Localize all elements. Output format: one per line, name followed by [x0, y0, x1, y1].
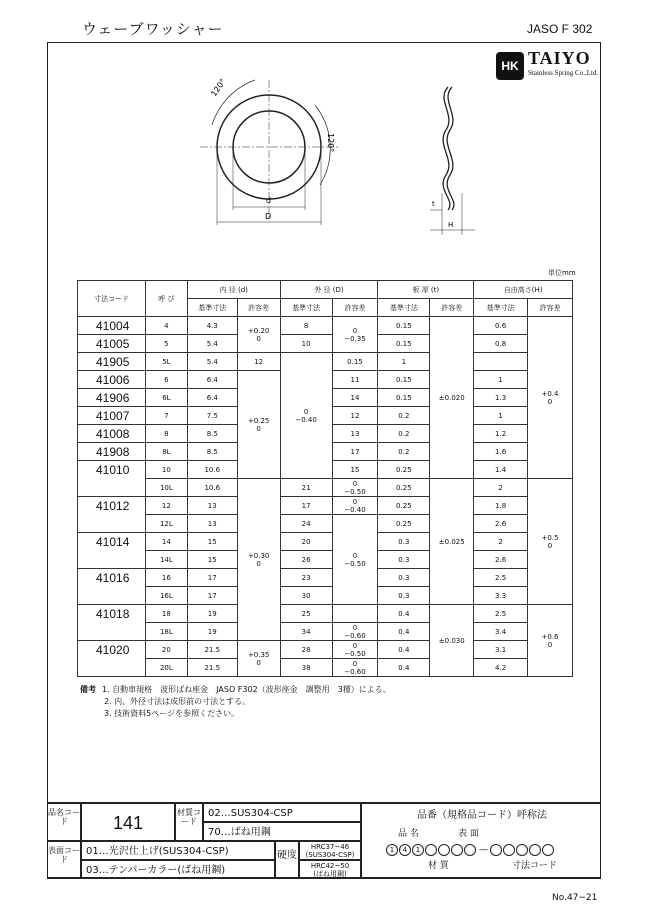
thickness-cell: 0.15: [332, 353, 378, 371]
inner-diameter-cell: 8.5: [187, 425, 237, 443]
outer-tolerance-cell-line: −0.40: [295, 415, 317, 424]
digit-circle: [438, 844, 450, 856]
outer-tolerance-cell-line: −0.60: [344, 631, 366, 640]
height-tolerance-cell: [528, 479, 573, 605]
outer-diameter-cell: 25: [280, 605, 332, 623]
call-method-box: [361, 803, 601, 879]
thickness-cell: 0.2: [378, 425, 430, 443]
outer-diameter-cell: 10: [280, 335, 332, 353]
logo-badge-icon: HK: [496, 52, 524, 80]
size-code: 41905: [78, 353, 146, 371]
outer-tolerance-cell-line: −0.35: [344, 334, 366, 343]
unit-label: 単位mm: [548, 269, 576, 277]
height-cell: 3.1: [474, 641, 528, 659]
header-nominal: 呼 び: [145, 281, 187, 317]
hardness-option-2: [299, 860, 361, 879]
call-code-pattern: 1 4 1 —: [386, 839, 555, 858]
outer-tolerance-cell: [280, 353, 332, 479]
nominal-cell: 12: [145, 497, 187, 515]
height-cell: 4.2: [474, 659, 528, 677]
digit-circle: [542, 844, 554, 856]
size-code: 41006: [78, 371, 146, 389]
thickness-cell: 0.4: [378, 623, 430, 641]
thickness-cell: 0.25: [378, 515, 430, 533]
thickness-tolerance-cell-line: ±0.025: [438, 537, 465, 546]
outer-diameter-cell: 14: [332, 389, 378, 407]
height-cell: 3.4: [474, 623, 528, 641]
inner-tolerance-cell: [237, 479, 280, 641]
height-cell: 0.6: [474, 317, 528, 335]
thickness-cell: 0.4: [378, 641, 430, 659]
inner-tolerance-cell-line: +0.25: [247, 416, 270, 425]
outer-tolerance-cell-line: 0: [303, 407, 309, 416]
digit-circle: [425, 844, 437, 856]
outer-tolerance-cell-line: 0: [352, 497, 358, 506]
table-row: [78, 551, 573, 569]
header-tol: 許容差: [332, 299, 378, 317]
height-cell: 1.6: [474, 443, 528, 461]
header-base: 基準寸法: [474, 299, 528, 317]
nominal-cell: 6L: [145, 389, 187, 407]
size-code: 41008: [78, 425, 146, 443]
call-name-label: 品 名: [398, 829, 419, 839]
angle-label-2: 120°: [326, 133, 335, 153]
digit-circle: [490, 844, 502, 856]
table-row: [78, 587, 573, 605]
nominal-cell: 18: [145, 605, 187, 623]
thickness-cell: 0.4: [378, 605, 430, 623]
height-cell: 2.5: [474, 605, 528, 623]
thickness-cell: 0.3: [378, 587, 430, 605]
nominal-cell: 12L: [145, 515, 187, 533]
thickness-cell: 0.4: [378, 659, 430, 677]
outer-tolerance-cell-line: 0: [352, 641, 358, 650]
nominal-cell: 16L: [145, 587, 187, 605]
outer-diameter-cell: 20: [280, 533, 332, 551]
outer-tolerance-cell: [332, 479, 378, 497]
outer-tolerance-cell: [332, 659, 378, 677]
thickness-cell: 0.2: [378, 443, 430, 461]
height-cell: 2: [474, 479, 528, 497]
outer-diameter-cell: 21: [280, 479, 332, 497]
outer-diameter-cell: 38: [280, 659, 332, 677]
thickness-cell: 0.15: [378, 389, 430, 407]
height-cell: 0.8: [474, 335, 528, 353]
material-option-1: 02…SUS304-CSP: [203, 803, 361, 822]
header-tol: 許容差: [237, 299, 280, 317]
digit-circle: [451, 844, 463, 856]
table-row: [78, 533, 573, 551]
hinmei-code-value: 141: [81, 803, 175, 841]
size-code: 41908: [78, 443, 146, 461]
material-code-label: 材質コード: [175, 803, 203, 841]
size-code: [78, 659, 146, 677]
notes-label: 備考: [80, 685, 96, 694]
header-code: 寸法コード: [78, 281, 146, 317]
nominal-cell: 7: [145, 407, 187, 425]
thickness-cell: 0.3: [378, 569, 430, 587]
header-base: 基準寸法: [187, 299, 237, 317]
surface-option-2: 03…テンパーカラー(ばね用鋼): [81, 860, 275, 879]
nominal-cell: 4: [145, 317, 187, 335]
inner-diameter-cell: 10.6: [187, 479, 237, 497]
header-base: 基準寸法: [378, 299, 430, 317]
height-cell: 2: [474, 533, 528, 551]
thickness-tolerance-cell: [430, 317, 474, 479]
dim-label-H: H: [448, 221, 454, 229]
hardness-option-1: [299, 841, 361, 860]
outer-tolerance-cell-line: −0.50: [344, 559, 366, 568]
washer-drawing: [180, 75, 510, 245]
material-option-2: 70…ばね用鋼: [203, 822, 361, 841]
outer-tolerance-cell: [332, 641, 378, 659]
inner-diameter-cell: 8.5: [187, 443, 237, 461]
hardness-2: HRC42~50: [310, 862, 350, 870]
page-number: No.47−21: [552, 893, 598, 903]
size-code: 41012: [78, 497, 146, 515]
size-code: [78, 551, 146, 569]
outer-tolerance-cell: [332, 515, 378, 605]
size-code: 41010: [78, 461, 146, 479]
outer-diameter-cell: 30: [280, 587, 332, 605]
thickness-cell: 0.25: [378, 461, 430, 479]
inner-tolerance-cell: [237, 641, 280, 677]
inner-tolerance-cell: [237, 317, 280, 353]
height-cell: 1: [378, 353, 430, 371]
notes: [80, 684, 391, 720]
header-tol: 許容差: [430, 299, 474, 317]
outer-diameter-cell: 12: [332, 407, 378, 425]
height-cell: 1: [474, 371, 528, 389]
thickness-tolerance-cell: [430, 605, 474, 677]
thickness-cell: 0.15: [378, 371, 430, 389]
inner-diameter-cell: 13: [187, 497, 237, 515]
hinmei-code-label: 品名コード: [47, 803, 81, 841]
header-inner: 内 径 (d): [187, 281, 280, 299]
outer-diameter-cell: 26: [280, 551, 332, 569]
outer-diameter-cell: 23: [280, 569, 332, 587]
table-row: [78, 317, 573, 335]
size-code: 41016: [78, 569, 146, 587]
footer-block: [47, 802, 601, 879]
height-cell: 1.3: [474, 389, 528, 407]
note-line: 1. 自動車規格 波形ばね座金 JASO F302（波形座金 調整用 3種）による。: [102, 685, 391, 694]
inner-diameter-cell: 5.4: [187, 335, 237, 353]
height-cell: 2.6: [474, 515, 528, 533]
inner-diameter-cell: 4.3: [187, 317, 237, 335]
digit-circle: [529, 844, 541, 856]
table-row: [78, 515, 573, 533]
inner-tolerance-cell-line: +0.20: [247, 326, 270, 335]
outer-tolerance-cell-line: 0: [352, 659, 358, 668]
hardness-2-note: (ばね用鋼): [313, 870, 347, 878]
nominal-cell: 10L: [145, 479, 187, 497]
inner-diameter-cell: 5.4: [187, 353, 237, 371]
inner-diameter-cell: 19: [187, 605, 237, 623]
inner-tolerance-cell-line: 0: [256, 424, 261, 433]
header-base: 基準寸法: [280, 299, 332, 317]
size-code: 41007: [78, 407, 146, 425]
height-cell: 2.5: [474, 569, 528, 587]
height-cell: 2.6: [474, 551, 528, 569]
nominal-cell: 20: [145, 641, 187, 659]
nominal-cell: 16: [145, 569, 187, 587]
inner-tolerance-cell-line: 0: [256, 559, 261, 568]
outer-diameter-cell: 34: [280, 623, 332, 641]
nominal-cell: 20L: [145, 659, 187, 677]
height-tolerance-cell-line: +0.5: [541, 533, 559, 542]
outer-tolerance-cell-line: −0.50: [344, 487, 366, 496]
height-tolerance-cell: [528, 605, 573, 677]
digit-circle: [516, 844, 528, 856]
outer-diameter-cell: 11: [332, 371, 378, 389]
header-outer: 外 径 (D): [280, 281, 378, 299]
height-tolerance-cell-line: 0: [547, 541, 553, 550]
nominal-cell: 6: [145, 371, 187, 389]
size-code: 41018: [78, 605, 146, 623]
outer-tolerance-cell-line: −0.40: [344, 505, 366, 514]
table-row: [78, 641, 573, 659]
spec-table: [77, 280, 573, 677]
header-thickness: 板 厚 (t): [378, 281, 474, 299]
inner-diameter-cell: 10.6: [187, 461, 237, 479]
height-tolerance-cell-line: +0.4: [541, 389, 559, 398]
hardness-1-note: (SUS304-CSP): [305, 851, 355, 859]
size-code: [78, 623, 146, 641]
outer-tolerance-cell: [332, 497, 378, 515]
outer-diameter-cell: 8: [280, 317, 332, 335]
table-row: [78, 605, 573, 623]
thickness-cell: 0.3: [378, 551, 430, 569]
size-code: 41004: [78, 317, 146, 335]
nominal-cell: 14: [145, 533, 187, 551]
thickness-cell: 0.15: [378, 317, 430, 335]
digit-circle: [464, 844, 476, 856]
outer-tolerance-cell: [332, 623, 378, 641]
digit-circle: 1: [412, 844, 424, 856]
thickness-tolerance-cell-line: ±0.020: [438, 393, 465, 402]
size-code: 41014: [78, 533, 146, 551]
inner-diameter-cell: 15: [187, 533, 237, 551]
digit-circle: 1: [386, 844, 398, 856]
inner-diameter-cell: 7.5: [187, 407, 237, 425]
outer-tolerance-cell-line: 0: [352, 551, 358, 560]
call-surface-label: 表 面: [458, 829, 479, 839]
table-row: [78, 569, 573, 587]
nominal-cell: 5: [145, 335, 187, 353]
outer-tolerance-cell: [332, 605, 378, 623]
note-line: 3. 技術資料5ページを参照ください。: [104, 709, 240, 718]
thickness-cell: 0.3: [378, 533, 430, 551]
outer-tolerance-cell-line: 0: [352, 479, 358, 488]
hardness-1: HRC37~46: [310, 843, 350, 851]
logo-name: TAIYO: [528, 48, 591, 68]
size-code: [78, 587, 146, 605]
inner-diameter-cell: 21.5: [187, 659, 237, 677]
outer-diameter-cell: 24: [280, 515, 332, 533]
height-cell: 1.8: [474, 497, 528, 515]
height-tolerance-cell-line: 0: [547, 397, 553, 406]
nominal-cell: 8L: [145, 443, 187, 461]
inner-diameter-cell: 6.4: [187, 389, 237, 407]
outer-tolerance-cell: [332, 317, 378, 353]
logo-subtitle: Stainless Spring Co.,Ltd.: [528, 69, 599, 77]
inner-tolerance-cell: [237, 371, 280, 479]
inner-diameter-cell: 17: [187, 569, 237, 587]
call-material-label: 材 質: [428, 861, 449, 871]
inner-tolerance-cell-line: +0.35: [247, 650, 270, 659]
outer-tolerance-cell-line: 0: [352, 326, 358, 335]
table-row: [78, 479, 573, 497]
table-row: [78, 659, 573, 677]
call-method-title: 品番（規格品コード）呼称法: [417, 810, 547, 821]
thickness-tolerance-cell: [430, 479, 474, 605]
inner-diameter-cell: 6.4: [187, 371, 237, 389]
digit-circle: [503, 844, 515, 856]
nominal-cell: 8: [145, 425, 187, 443]
height-cell: 3.3: [474, 587, 528, 605]
surface-code-label: 表面コード: [47, 841, 81, 879]
size-code: 41005: [78, 335, 146, 353]
size-code: [78, 515, 146, 533]
inner-tolerance-cell-line: 0: [256, 334, 261, 343]
outer-diameter-cell: 28: [280, 641, 332, 659]
outer-tolerance-cell-line: 0: [352, 623, 358, 632]
thickness-tolerance-cell-line: ±0.030: [438, 636, 465, 645]
hardness-label: 硬度: [275, 841, 299, 879]
digit-circle: 4: [399, 844, 411, 856]
size-code: 41020: [78, 641, 146, 659]
dim-label-D: D: [265, 212, 272, 221]
inner-diameter-cell: 15: [187, 551, 237, 569]
outer-diameter-cell: 13: [332, 425, 378, 443]
inner-diameter-cell: 21.5: [187, 641, 237, 659]
inner-tolerance-cell-line: +0.30: [247, 551, 270, 560]
height-tolerance-cell: [528, 317, 573, 479]
header-height: 自由高さ(H): [474, 281, 573, 299]
thickness-cell: 0.25: [378, 497, 430, 515]
company-logo: [496, 48, 601, 88]
table-row: [78, 353, 573, 371]
page-title: ウェーブワッシャー: [82, 20, 224, 38]
inner-tolerance-cell-line: 0: [256, 658, 261, 667]
thickness-cell: 0.2: [378, 407, 430, 425]
table-row: [78, 335, 573, 353]
nominal-cell: 5L: [145, 353, 187, 371]
dim-label-t: t: [432, 200, 435, 208]
angle-label-1: 120°: [209, 77, 228, 99]
height-tolerance-cell-line: +0.6: [541, 632, 559, 641]
nominal-cell: 18L: [145, 623, 187, 641]
size-code: [78, 479, 146, 497]
header-tol: 許容差: [528, 299, 573, 317]
height-cell: 1: [474, 407, 528, 425]
outer-tolerance-cell-line: −0.60: [344, 667, 366, 676]
table-row: [78, 623, 573, 641]
height-tolerance-cell-line: 0: [547, 640, 553, 649]
height-cell: 1.2: [474, 425, 528, 443]
dim-label-d: d: [266, 196, 272, 205]
outer-tolerance-cell-line: −0.50: [344, 649, 366, 658]
inner-diameter-cell: 17: [187, 587, 237, 605]
inner-diameter-cell: 13: [187, 515, 237, 533]
outer-diameter-cell: 15: [332, 461, 378, 479]
table-row: [78, 497, 573, 515]
note-line: 2. 内、外径寸法は成形前の寸法とする。: [104, 697, 251, 706]
outer-diameter-cell: 12: [237, 353, 280, 371]
call-size-label: 寸法コード: [512, 861, 558, 871]
thickness-cell: 0.25: [378, 479, 430, 497]
standard-code: JASO F 302: [527, 22, 593, 36]
outer-diameter-cell: 17: [332, 443, 378, 461]
height-cell: 1.4: [474, 461, 528, 479]
nominal-cell: 10: [145, 461, 187, 479]
inner-diameter-cell: 19: [187, 623, 237, 641]
surface-option-1: 01…光沢仕上げ(SUS304-CSP): [81, 841, 275, 860]
size-code: 41906: [78, 389, 146, 407]
nominal-cell: 14L: [145, 551, 187, 569]
thickness-cell: 0.15: [378, 335, 430, 353]
outer-diameter-cell: 17: [280, 497, 332, 515]
